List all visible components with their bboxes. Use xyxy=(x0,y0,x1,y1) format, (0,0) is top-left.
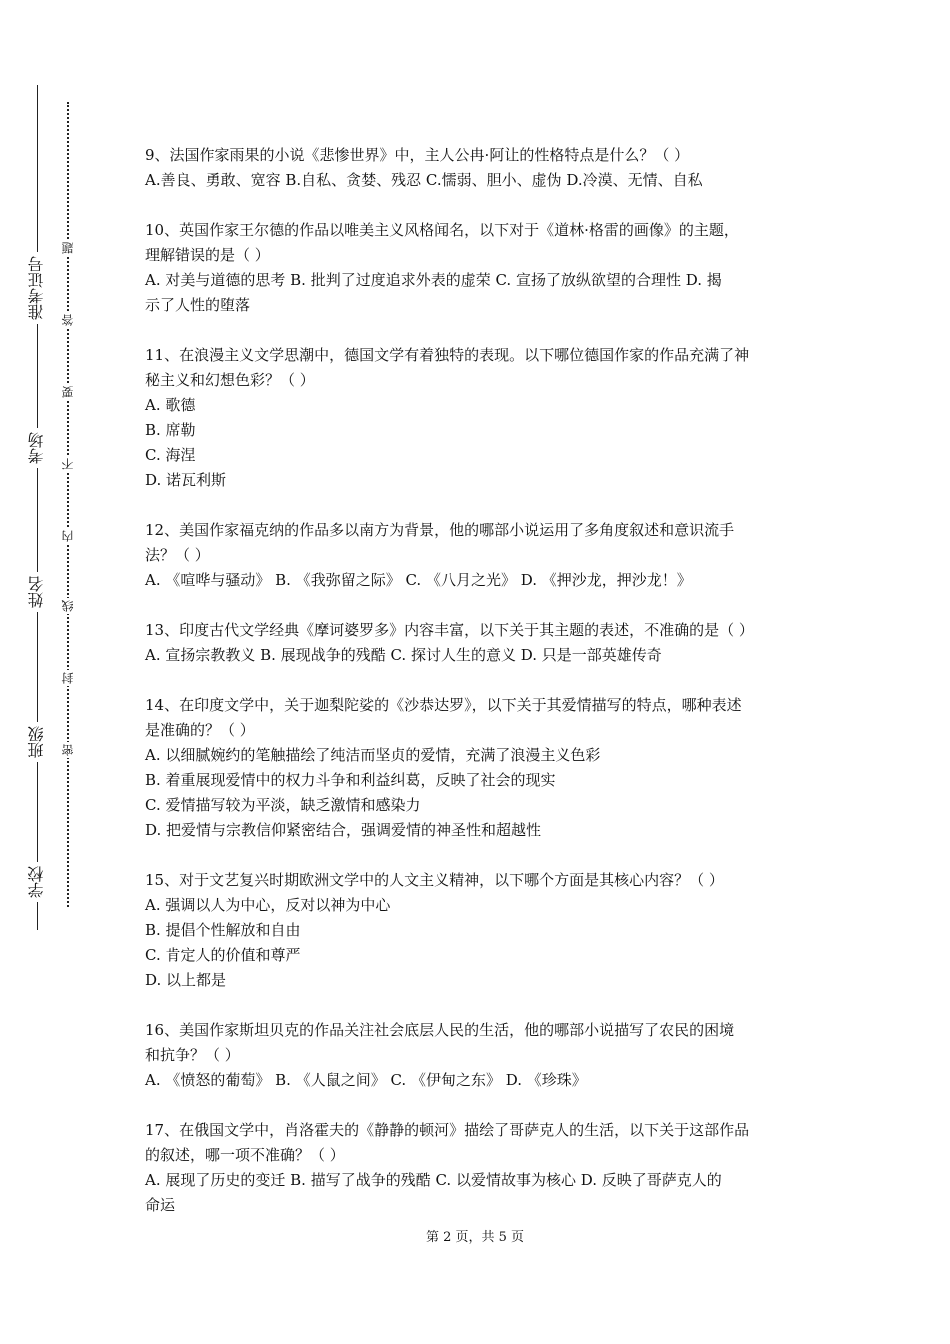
exam-room-field-label: 考场 xyxy=(23,428,51,468)
school-field-label: 学校 xyxy=(23,862,51,902)
question-12 xyxy=(145,518,810,593)
seal-char-ti: 题 xyxy=(61,242,75,254)
question-11-stem-line-2: 秘主义和幻想色彩？（ ） xyxy=(145,371,315,389)
seal-dotted-line xyxy=(67,102,69,907)
question-15-option-a: A. 强调以人为中心，反对以神为中心 xyxy=(145,896,391,914)
question-14 xyxy=(145,693,810,843)
question-10-options-line-2: 示了人性的堕落 xyxy=(145,296,251,314)
class-field-label: 班级 xyxy=(23,722,51,762)
seal-char-mi: 密 xyxy=(61,744,75,756)
admission-number-field-label: 准考证号 xyxy=(23,252,51,324)
question-14-option-d: D. 把爱情与宗教信仰紧密结合，强调爱情的神圣性和超越性 xyxy=(145,821,542,839)
question-16-options: A. 《愤怒的葡萄》 B. 《人鼠之间》 C. 《伊甸之东》 D. 《珍珠》 xyxy=(145,1071,587,1089)
question-9-stem: 9、法国作家雨果的小说《悲惨世界》中，主人公冉·阿让的性格特点是什么？（ ） xyxy=(145,146,690,164)
question-10 xyxy=(145,218,810,318)
question-17-stem-line-2: 的叙述，哪一项不准确？（ ） xyxy=(145,1146,345,1164)
seal-char-xian: 线 xyxy=(61,600,75,612)
question-11-option-a: A. 歌德 xyxy=(145,396,196,414)
question-list xyxy=(145,143,810,1243)
question-13 xyxy=(145,618,810,668)
question-14-option-a: A. 以细腻婉约的笔触描绘了纯洁而坚贞的爱情，充满了浪漫主义色彩 xyxy=(145,746,601,764)
question-14-stem-line-1: 14、在印度文学中，关于迦梨陀娑的《沙恭达罗》，以下关于其爱情描写的特点，哪种表述 xyxy=(145,696,742,714)
question-16-stem-line-1: 16、美国作家斯坦贝克的作品关注社会底层人民的生活，他的哪部小说描写了农民的困境 xyxy=(145,1021,735,1039)
question-14-option-b: B. 着重展现爱情中的权力斗争和利益纠葛，反映了社会的现实 xyxy=(145,771,556,789)
seal-char-bu: 不 xyxy=(61,458,75,470)
page-footer: 第 2 页，共 5 页 xyxy=(425,1230,525,1245)
question-15 xyxy=(145,868,810,993)
question-16 xyxy=(145,1018,810,1093)
question-16-stem-line-2: 和抗争？（ ） xyxy=(145,1046,240,1064)
question-11-option-c: C. 海涅 xyxy=(145,446,196,464)
question-10-stem-line-1: 10、英国作家王尔德的作品以唯美主义风格闻名，以下对于《道林·格雷的画像》的主题， xyxy=(145,221,739,239)
question-14-stem-line-2: 是准确的？（ ） xyxy=(145,721,255,739)
binding-solid-line xyxy=(37,85,38,930)
seal-char-yao: 要 xyxy=(61,386,75,398)
question-14-option-c: C. 爱情描写较为平淡，缺乏激情和感染力 xyxy=(145,796,421,814)
question-17-stem-line-1: 17、在俄国文学中，肖洛霍夫的《静静的顿河》描绘了哥萨克人的生活，以下关于这部作品 xyxy=(145,1121,750,1139)
question-12-stem-line-1: 12、美国作家福克纳的作品多以南方为背景，他的哪部小说运用了多角度叙述和意识流手 xyxy=(145,521,735,539)
question-10-options-line-1: A. 对美与道德的思考 B. 批判了过度追求外表的虚荣 C. 宣扬了放纵欲望的合理性 D. 揭 xyxy=(145,271,722,289)
seal-char-nei: 内 xyxy=(61,530,75,542)
question-17 xyxy=(145,1118,810,1218)
question-13-stem: 13、印度古代文学经典《摩诃婆罗多》内容丰富，以下关于其主题的表述，不准确的是（ ） xyxy=(145,621,754,639)
question-9-options: A.善良、勇敢、宽容 B.自私、贪婪、残忍 C.懦弱、胆小、虚伪 D.冷漠、无情、自私 xyxy=(145,171,703,189)
question-15-stem: 15、对于文艺复兴时期欧洲文学中的人文主义精神，以下哪个方面是其核心内容？（ ） xyxy=(145,871,724,889)
question-11-stem-line-1: 11、在浪漫主义文学思潮中，德国文学有着独特的表现。以下哪位德国作家的作品充满了神 xyxy=(145,346,750,364)
question-11 xyxy=(145,343,810,493)
question-15-option-d: D. 以上都是 xyxy=(145,971,227,989)
binding-margin xyxy=(0,0,110,1344)
seal-char-feng: 封 xyxy=(61,672,75,684)
question-17-options-line-1: A. 展现了历史的变迁 B. 描写了战争的残酷 C. 以爱情故事为核心 D. 反映了哥萨克人的 xyxy=(145,1171,722,1189)
question-12-stem-line-2: 法？（ ） xyxy=(145,546,210,564)
seal-char-da: 答 xyxy=(61,314,75,326)
name-field-label: 姓名 xyxy=(23,572,51,612)
question-10-stem-line-2: 理解错误的是（ ） xyxy=(145,246,270,264)
question-15-option-c: C. 肯定人的价值和尊严 xyxy=(145,946,301,964)
question-9 xyxy=(145,143,810,193)
question-13-options: A. 宣扬宗教教义 B. 展现战争的残酷 C. 探讨人生的意义 D. 只是一部英雄传奇 xyxy=(145,646,662,664)
question-12-options: A. 《喧哗与骚动》 B. 《我弥留之际》 C. 《八月之光》 D. 《押沙龙，押沙龙！》 xyxy=(145,571,692,589)
question-11-option-b: B. 席勒 xyxy=(145,421,196,439)
question-11-option-d: D. 诺瓦利斯 xyxy=(145,471,227,489)
question-15-option-b: B. 提倡个性解放和自由 xyxy=(145,921,301,939)
question-17-options-line-2: 命运 xyxy=(145,1196,176,1214)
